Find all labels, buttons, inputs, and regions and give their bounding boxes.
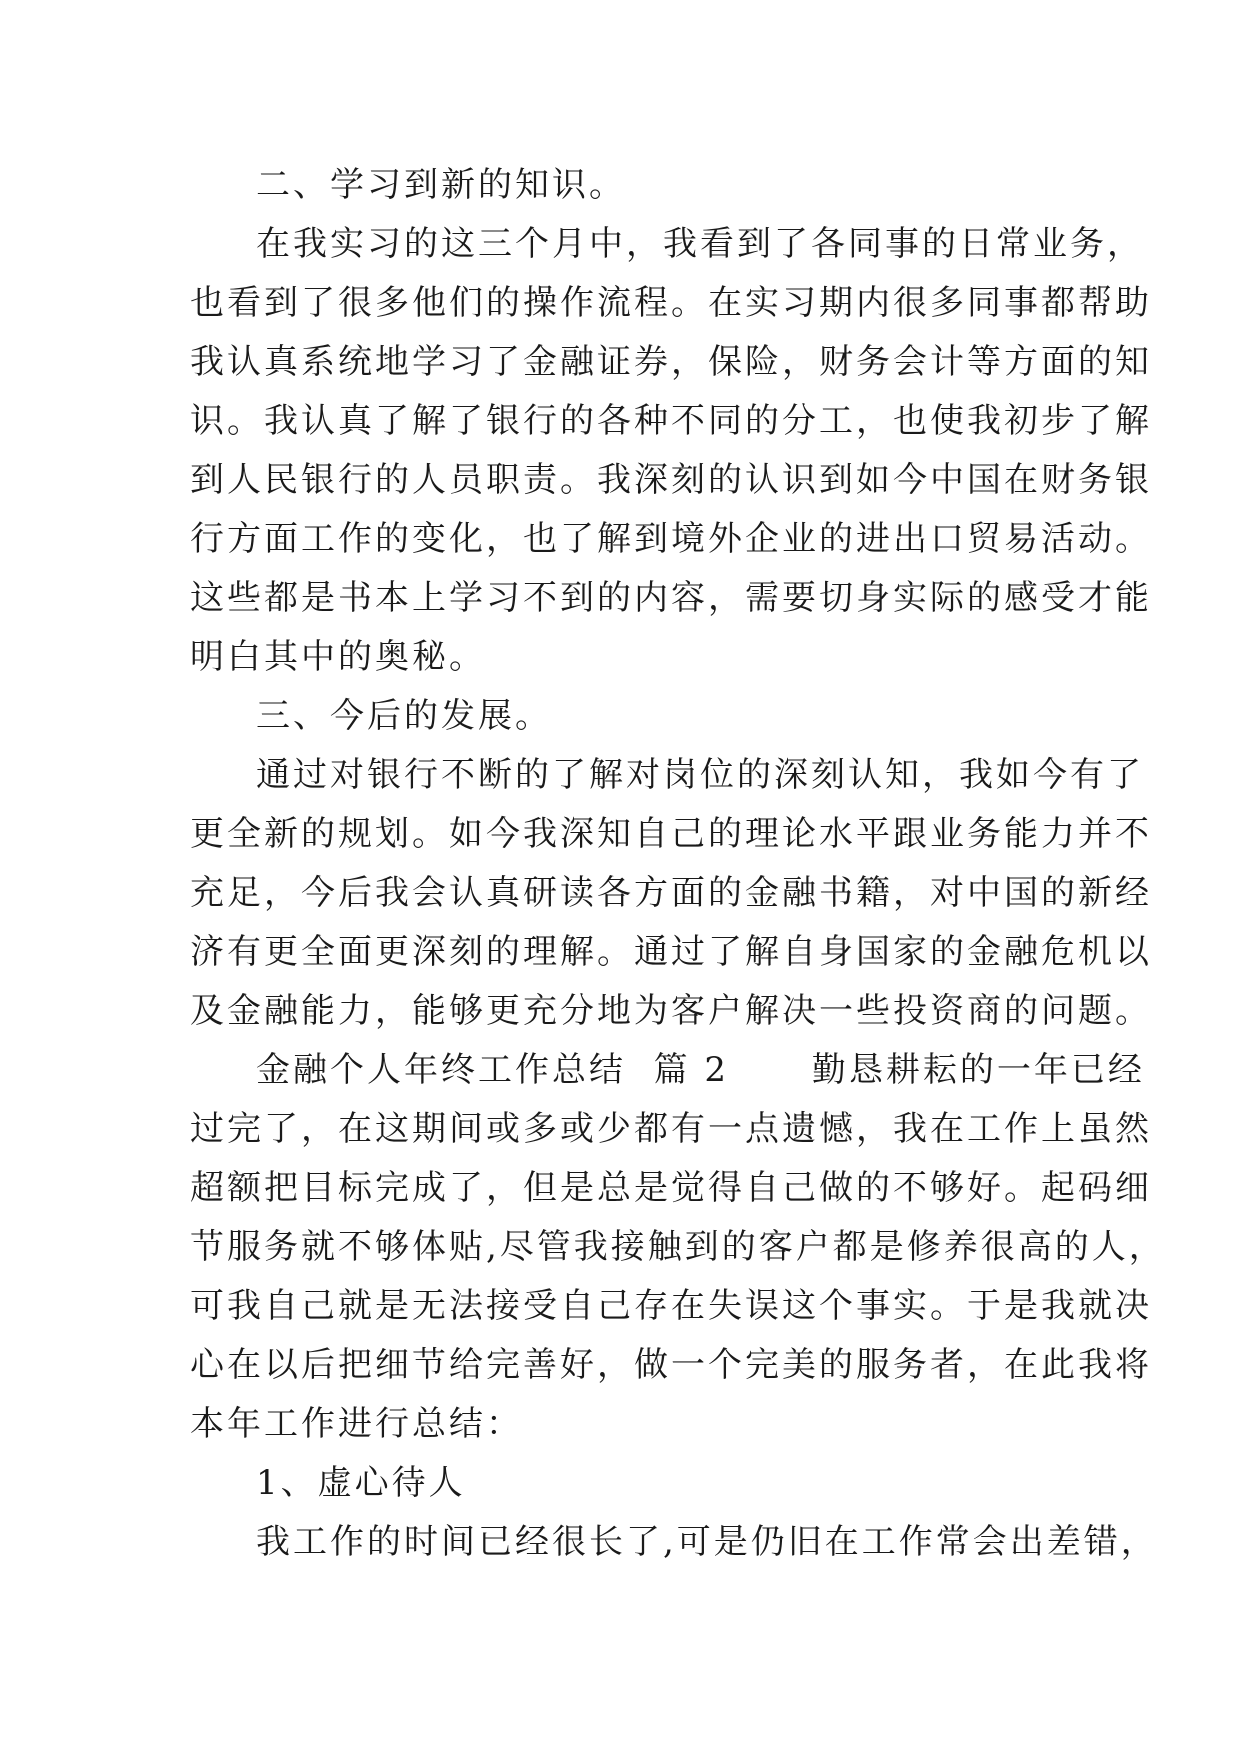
paragraph-line: 通过对银行不断的了解对岗位的深刻认知，我如今有了 [256,755,1144,795]
paragraph-line: 在我实习的这三个月中，我看到了各同事的日常业务， [256,224,1144,264]
paragraph-line: 更全新的规划。如今我深知自己的理论水平跟业务能力并不 [190,814,1152,854]
paragraph-line: 我工作的时间已经很长了,可是仍旧在工作常会出差错， [256,1522,1158,1562]
paragraph-line: 及金融能力，能够更充分地为客户解决一些投资商的问题。 [190,991,1152,1031]
paragraph-line: 行方面工作的变化，也了解到境外企业的进出口贸易活动。 [190,519,1152,559]
paragraph-line: 可我自己就是无法接受自己存在失误这个事实。于是我就决 [190,1286,1152,1326]
paragraph-line: 过完了，在这期间或多或少都有一点遗憾，我在工作上虽然 [190,1109,1152,1149]
paragraph-line: 也看到了很多他们的操作流程。在实习期内很多同事都帮助 [190,283,1152,323]
paragraph-line: 这些都是书本上学习不到的内容，需要切身实际的感受才能 [190,578,1152,618]
paragraph-line: 明白其中的奥秘。 [190,637,486,677]
paragraph-line: 济有更全面更深刻的理解。通过了解自身国家的金融危机以 [190,932,1152,972]
paragraph-line: 充足，今后我会认真研读各方面的金融书籍，对中国的新经 [190,873,1152,913]
paragraph-line: 节服务就不够体贴,尽管我接触到的客户都是修养很高的人， [190,1227,1166,1267]
section-heading: 三、今后的发展。 [256,696,552,736]
section-heading: 二、学习到新的知识。 [256,165,626,205]
paragraph-line: 我认真系统地学习了金融证券，保险，财务会计等方面的知 [190,342,1152,382]
article-title-line: 金融个人年终工作总结 篇 2 勤恳耕耘的一年已经 [256,1050,1145,1090]
paragraph-line: 到人民银行的人员职责。我深刻的认识到如今中国在财务银 [190,460,1152,500]
paragraph-line: 超额把目标完成了，但是总是觉得自己做的不够好。起码细 [190,1168,1152,1208]
paragraph-line: 心在以后把细节给完善好，做一个完美的服务者，在此我将 [190,1345,1152,1385]
paragraph-line: 识。我认真了解了银行的各种不同的分工，也使我初步了解 [190,401,1152,441]
paragraph-line: 本年工作进行总结： [190,1404,523,1444]
list-heading: 1、虚心待人 [256,1463,466,1503]
